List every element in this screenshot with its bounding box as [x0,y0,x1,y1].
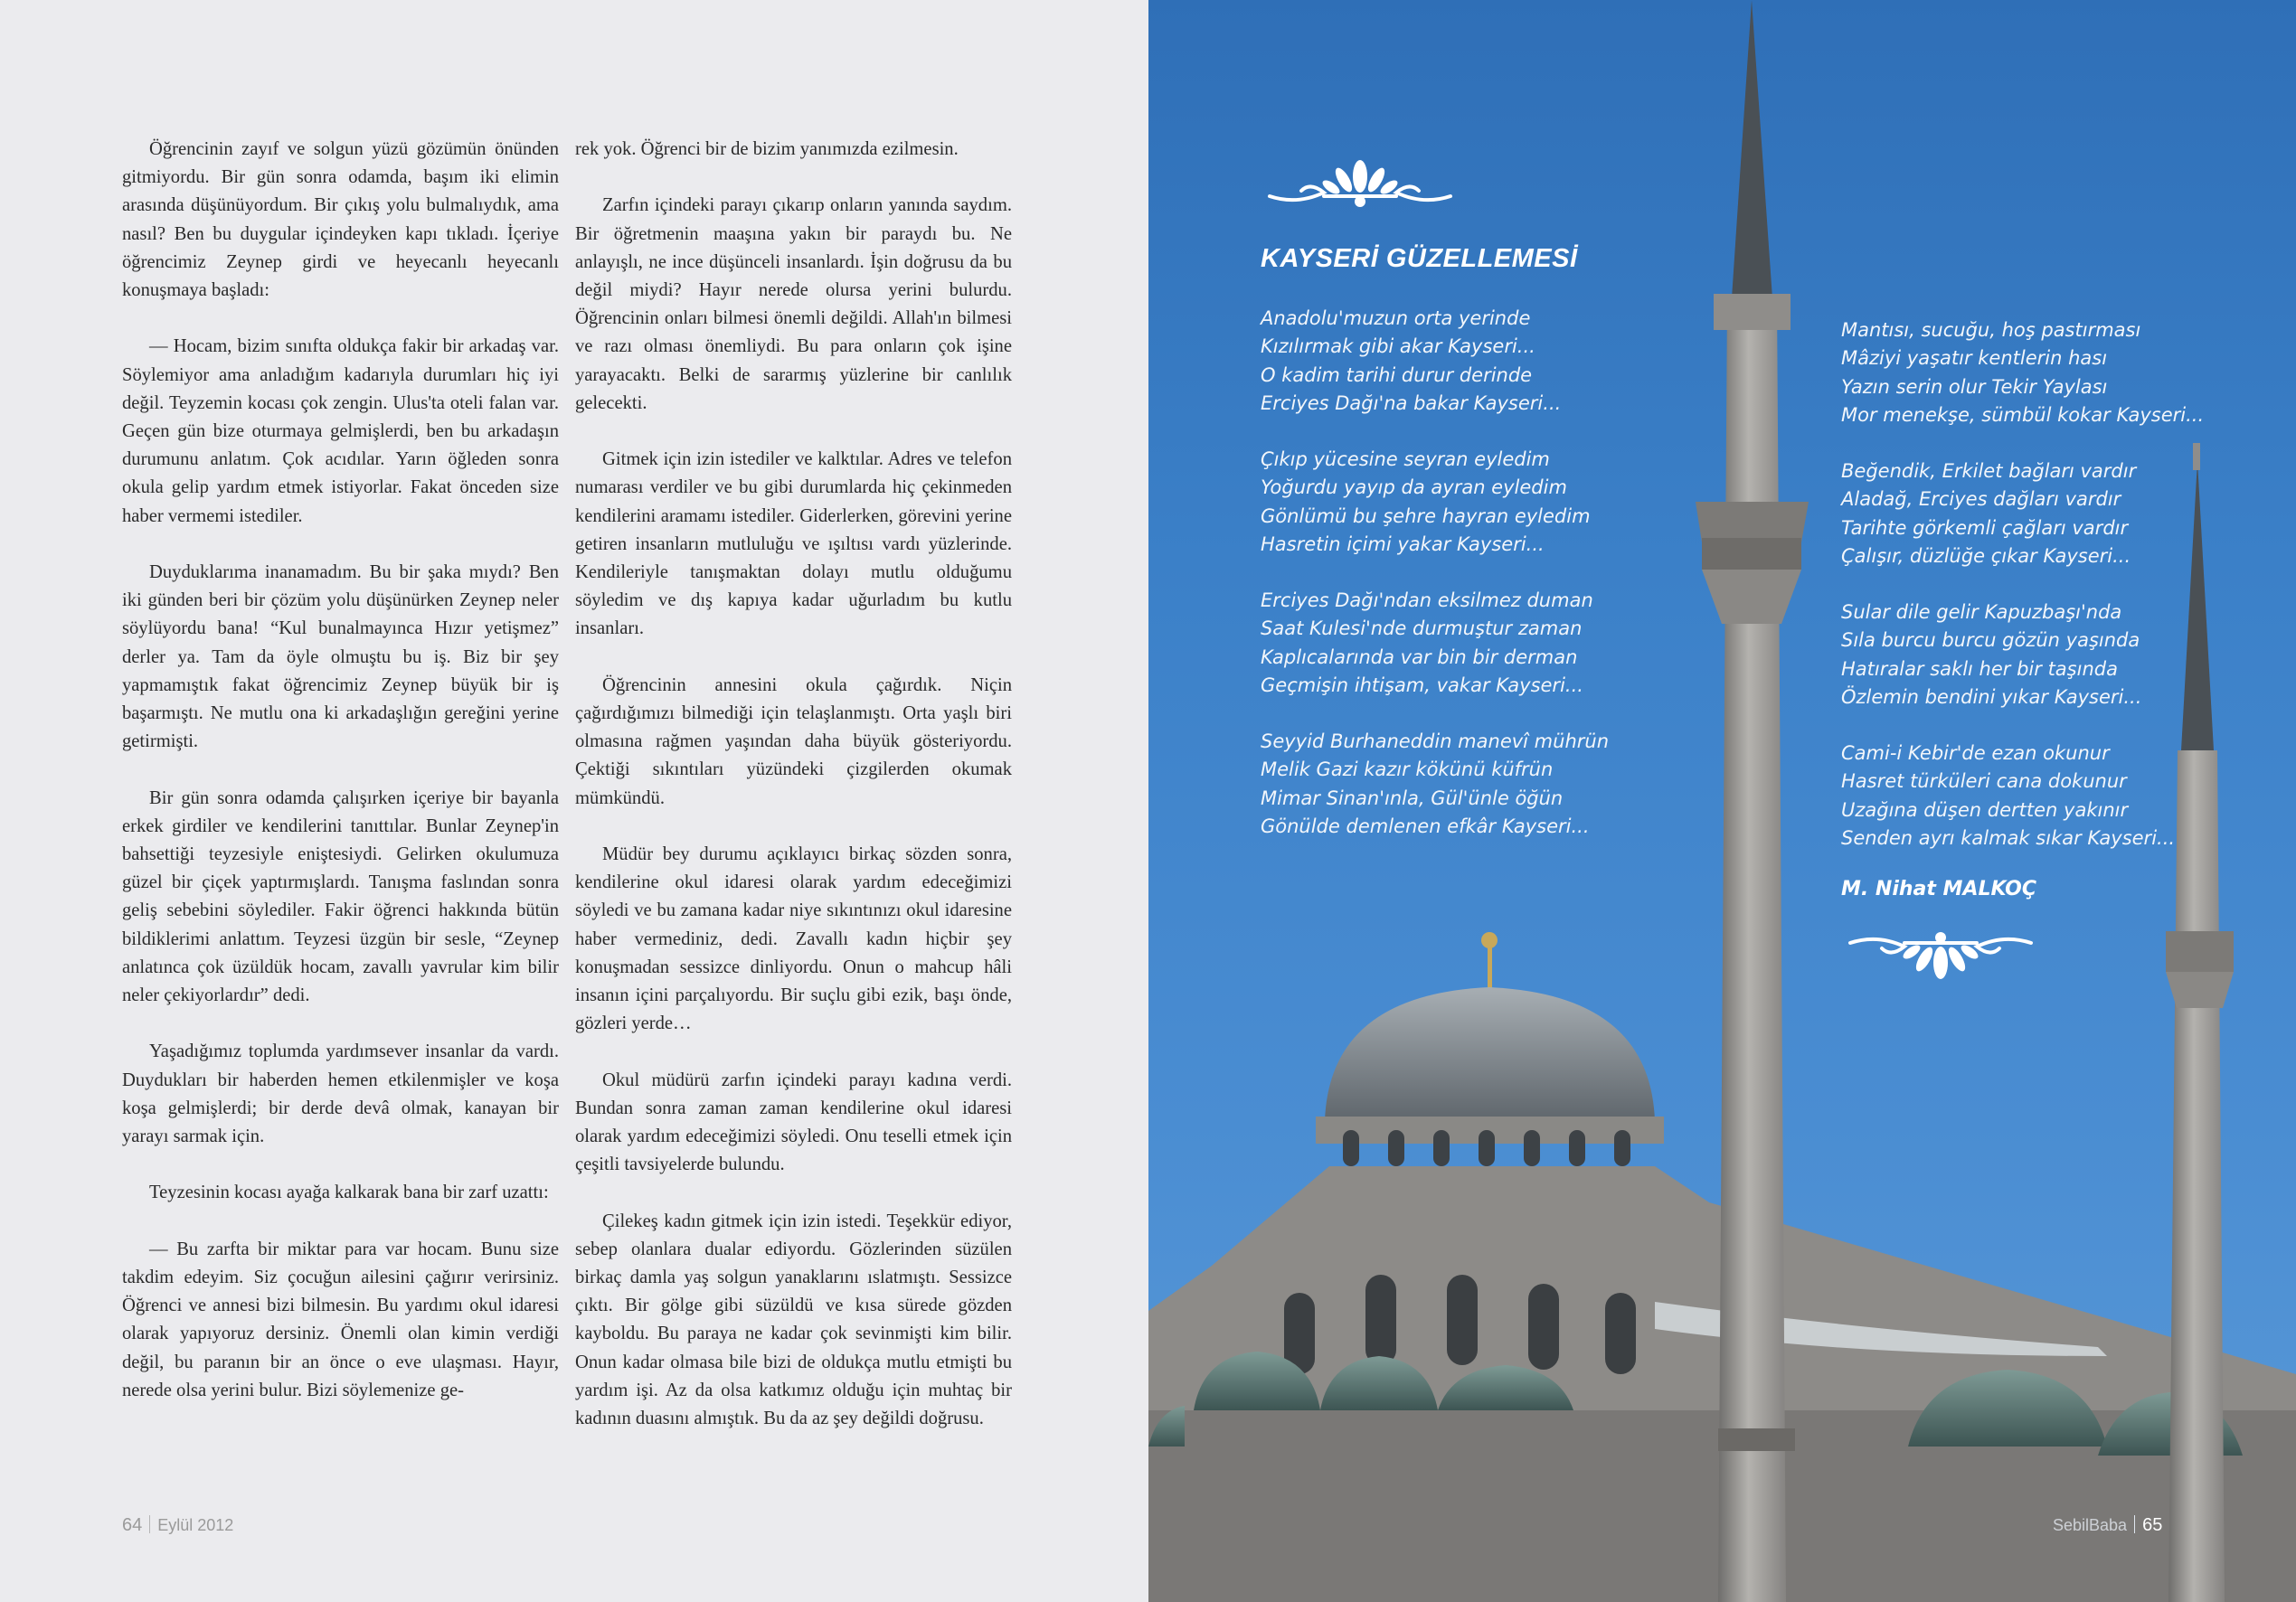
poem-line: Saat Kulesi'nde durmuştur zaman [1261,617,1583,640]
poem-line: Cami-i Kebir'de ezan okunur [1841,742,2110,764]
stanza [1841,740,2175,853]
poem-line: Sıla burcu burcu gözün yaşında [1841,629,2140,652]
page-footer-left [122,1515,233,1536]
stanza [1261,728,1609,841]
poem-line: Aladağ, Erciyes dağları vardır [1841,488,2121,511]
poem-line: Sular dile gelir Kapuzbaşı'nda [1841,601,2122,623]
poem-line: Melik Gazi kazır kökünü küfrün [1261,759,1554,781]
paragraph: Zarfın içindeki parayı çıkarıp onların yanında saydım. Bir öğretmenin maaşına yakın bir paraydı bu. Ne anlayışlı, ne ince düşünceli insanlardı. İşin doğrusu da bu değil miydi? Hayır nerede olursa yerini bulurdu. Öğrencinin onları bilmesi önemli değildi. Allah'ın bilmesi ve razı olması önemliydi. Bu para onların çok işine yarayacaktı. Belki de sararmış yüzlerine bir canlılık gelecekti. [575,195,1012,413]
poem-line: Hatıralar saklı her bir taşında [1841,657,2118,680]
poem-line: Kızılırmak gibi akar Kayseri... [1261,335,1535,358]
stanza [1261,587,1593,700]
text-column-1 [122,136,559,1433]
paragraph: Çilekeş kadın gitmek için izin istedi. Teşekkür ediyor, sebep olanlara dualar ediyordu. Gözlerinden süzülen birkaç damla yaş solgun yanaklarını ıslatmıştı. Sessizce çıktı. Bir gölge gibi süzüldü ve kısa sürede gözden kayboldu. Bu paraya ne kadar çok sevinmişti kim bilir. Onun kadar olmasa bile bizi de oldukça mutlu etmişti bu yardım işi. Az da olsa katkımız olduğu için muhtaç bir kadının duasını almıştık. Bu da az şey değildi doğrusu. [575,1211,1012,1429]
poem-line: O kadim tarihi durur derinde [1261,363,1533,386]
poem-line: Anadolu'muzun orta yerinde [1261,307,1531,329]
paragraph: Öğrencinin annesini okula çağırdık. Niçin çağırdığımızı bilmediği için telaşlanmıştı. Orta yaşlı biri olmasına rağmen yaşından daha büyük gösteriyordu. Çektiği sıkıntıları yüzündeki çizgilerden okumak mümkündü. [575,674,1012,808]
right-page [1148,0,2296,1602]
page-footer-right [2053,1515,2162,1536]
poem-line: Kaplıcalarında var bin bir derman [1261,646,1578,668]
stanza [1841,316,2204,429]
paragraph: Okul müdürü zarfın içindeki parayı kadına verdi. Bundan sonra zaman zaman kendilerine okul idaresi olarak yardım edeceğimizi söyledi. Onu teselli etmek için çeşitli tavsiyelerde bulundu. [575,1070,1012,1175]
poem-line: Çalışır, düzlüğe çıkar Kayseri... [1841,544,2131,567]
paragraph: Bir gün sonra odamda çalışırken içeriye bir bayanla erkek girdiler ve kendilerini tanıttılar. Bunlar Zeynep'in bahsettiği teyzesiyle eniştesiydi. Gelirken okulumuza güzel bir çiçek yaptırmışlardı. Tanışma faslından sonra geliş sebebini söylediler. Fakir öğrenci hakkında bütün bildiklerimi anlattım. Teyzesi üzgün bir sesle, “Zeynep anlatınca çok üzüldük hocam, zavallı yavrular kim bilir neler çekiyorlardır” dedi. [122,787,559,1006]
poem-line: Gönlümü bu şehre hayran eyledim [1261,504,1591,527]
poem-line: Gönülde demlenen efkâr Kayseri... [1261,815,1590,837]
main-dome [1316,932,1664,1166]
poem-line: Çıkıp yücesine seyran eyledim [1261,448,1550,470]
poem-line: Mor menekşe, sümbül kokar Kayseri... [1841,403,2205,426]
poem-line: Tarihte görkemli çağları vardır [1841,516,2129,539]
poem-line: Erciyes Dağı'ndan eksilmez duman [1261,589,1593,611]
poem-line: Senden ayrı kalmak sıkar Kayseri... [1841,826,2176,849]
stanza [1261,446,1591,559]
poem-line: Erciyes Dağı'na bakar Kayseri... [1261,391,1562,414]
folio-divider [2134,1515,2135,1533]
page-number: 64 [122,1515,143,1535]
poem-line: Uzağına düşen dertten yakınır [1841,798,2129,821]
paragraph-continuation: rek yok. Öğrenci bir de bizim yanımızda ezilmesin. [575,139,959,159]
poem-line: Hasretin içimi yakar Kayseri... [1261,532,1545,555]
poem-line: Yazın serin olur Tekir Yaylası [1841,375,2108,398]
poem-line: Mâziyi yaşatır kentlerin hası [1841,347,2108,370]
text-column-2 [575,136,1012,1461]
poem-author: M. Nihat MALKOÇ [1841,878,2036,900]
paragraph: Müdür bey durumu açıklayıcı birkaç sözden sonra, kendilerine okul idaresi olarak yardım edeceğimizi söyledi ve bu zamana kadar niye sıkıntınızı okul idaresine haber vermediniz, dedi. Zavallı kadın hiçbir şey konuşmadan sessizce dinliyordu. Onun o mahcup hâli insanın içini parçalıyordu. Bir suçlu gibi ezik, başı önde, gözleri yerde… [575,844,1012,1034]
poem-line: Özlemin bendini yıkar Kayseri... [1841,685,2142,708]
paragraph: Teyzesinin kocası ayağa kalkarak bana bir zarf uzattı: [149,1183,549,1203]
poem-line: Geçmişin ihtişam, vakar Kayseri... [1261,674,1583,696]
stanza [1261,305,1561,418]
page-number: 65 [2142,1515,2163,1535]
poem-title: KAYSERİ GÜZELLEMESİ [1261,244,1578,273]
floral-ornament-top-icon [1261,149,1460,212]
magazine-name: SebilBaba [2053,1516,2128,1534]
paragraph: Öğrencinin zayıf ve solgun yüzü gözümün önünden gitmiyordu. Bir gün sonra odamda, başım iki elimin arasında düşünüyordum. Bir çıkış yolu bulmalıydık, ama nasıl? Ben bu duygular içindeyken kapı tıkladı. İçeriye öğrencimiz Zeynep girdi ve heyecanlı heyecanlı konuşmaya başladı: [122,139,559,301]
poem-line: Hasret türküleri cana dokunur [1841,770,2127,793]
paragraph: Duyduklarıma inanamadım. Bu bir şaka mıydı? Ben iki günden beri bir çözüm yolu düşünürken Zeynep neler söylüyordu bana! “Kul bunalmayınca Hızır yetişmez” derler ya. Tam da öyle olmuştu bu iş. Biz bir şey yapmamıştık fakat öğrencimiz Zeynep büyük bir iş başarmıştı. Ne mutlu ona ki arkadaşlığın gereğini yerine getirmişti. [122,562,559,752]
issue-date: Eylül 2012 [157,1516,234,1534]
stanza [1841,598,2141,711]
paragraph: — Bu zarfta bir miktar para var hocam. Bunu size takdim edeyim. Siz çocuğun ailesini çağırır verirsiniz. Öğrenci ve annesi bizi bilmesin. Bu yardımı okul idaresi olarak yapıyoruz dersiniz. Önemli olan kimin verdiği değil, bu paranın bir an önce o eve ulaşması. Hayır, nerede olsa yerini bulur. Bizi söylemenize ge- [122,1239,559,1400]
poem-line: Mantısı, sucuğu, hoş pastırması [1841,319,2141,341]
paragraph: Gitmek için izin istediler ve kalktılar. Adres ve telefon numarası verdiler ve bu gibi durumlarda hiç çekinmeden kendilerini aramamı istediler. Giderlerken, görevini yerine getiren insanların mutluluğu ve ışıltısı vardı yüzlerinde. Kendileriyle tanışmaktan dolayı mutlu olduğumu söyledim ve dış kapıya kadar uğurladım bu kutlu insanları. [575,449,1012,639]
paragraph: Yaşadığımız toplumda yardımsever insanlar da vardı. Duydukları bir haberden hemen etkilenmişler ve koşa koşa gelmişlerdi; bir derde devâ olmak, kanayan bir yarayı sarmak için. [122,1041,559,1147]
paragraph: — Hocam, bizim sınıfta oldukça fakir bir arkadaş var. Söylemiyor ama anladığım kadarıyla durumları hiç iyi değil. Teyzemin kocası çok zengin. Ulus'ta oteli falan var. Geçen gün bize oturmaya gelmişlerdi, ben bu arkadaşın durumunu anlatım. Çok acıdılar. Yarın öğleden sonra okula gelip yardım etmek istiyorlar. Fakat önceden size haber vermemi istediler. [122,336,559,526]
folio-divider [149,1515,150,1533]
stanza [1841,457,2136,570]
poem-line: Mimar Sinan'ınla, Gül'ünle öğün [1261,787,1564,809]
poem-line: Seyyid Burhaneddin manevî mührün [1261,730,1610,752]
poem-line: Yoğurdu yayıp da ayran eyledim [1261,476,1567,499]
poem-line: Beğendik, Erkilet bağları vardır [1841,460,2137,482]
floral-ornament-bottom-icon [1841,927,2040,990]
